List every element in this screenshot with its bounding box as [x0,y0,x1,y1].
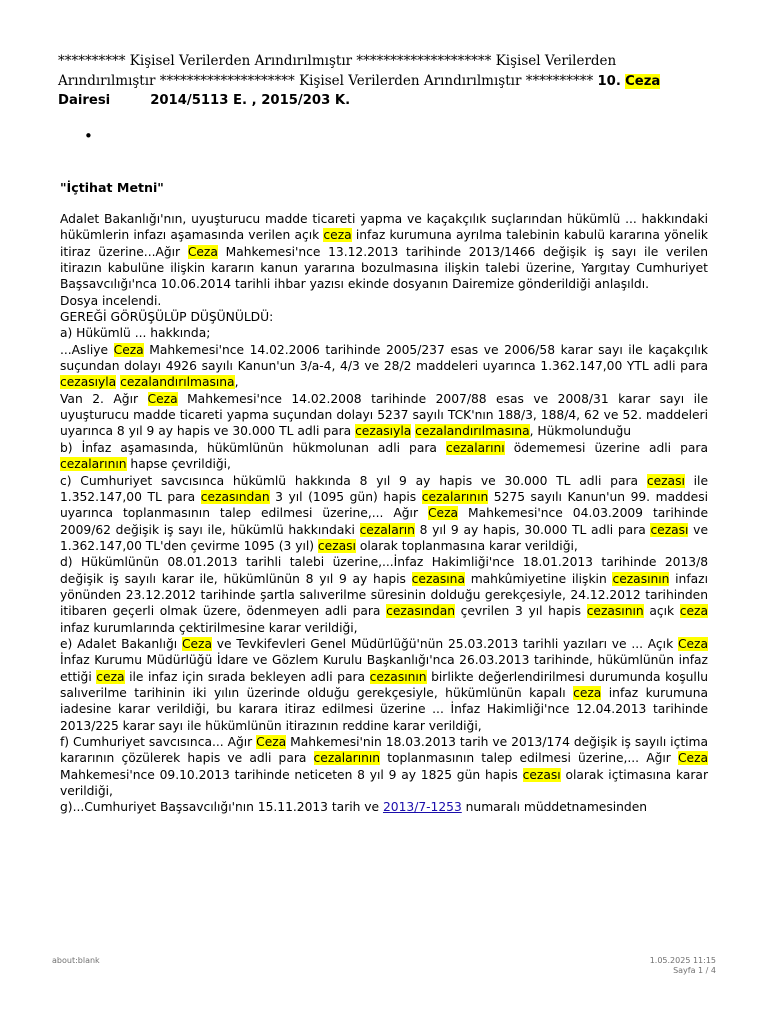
text-run: 8 yıl 9 ay hapis, 30.000 TL adli para [414,522,651,537]
paragraph-asliye-ceza [60,342,708,391]
paragraph-item-b [60,440,708,473]
footer-page-number: Sayfa 1 / 4 [673,966,716,975]
paragraph-deliberation [60,309,708,325]
paragraph-item-a [60,325,708,341]
footer-meta [650,956,716,976]
highlighted-term: cezasından [200,489,270,504]
highlighted-term: cezası [646,473,685,488]
text-run: 5275 sayılı Kanun'un 99. maddesi uyarınca toplanmasının talep edilmesi üzerine,... Ağır [60,489,708,521]
text-run: Dosya incelendi. [60,293,162,308]
text-run: ile 1.352.147,00 TL para [60,473,708,504]
text-run: b) İnfaz aşamasında, hükümlünün hükmolunan adli para [60,440,446,455]
text-run: , Hükmolunduğu [529,424,632,439]
text-run: ödememesi üzerine adli para [504,440,708,455]
text-run: Van 2. Ağır [60,391,148,406]
text-run: Mahkemesi'nce 04.03.2009 tarihinde 2009/62 değişik iş sayı ile, hükümlü hakkındaki [60,506,708,537]
text-run: Adalet Bakanlığı'nın, uyuşturucu madde ticareti yapma ve kaçakçılık suçlarından hükümlü ... hakkındaki hükümlerin infazı aşamasında verilen açık [60,212,708,243]
text-run: infazı yönünden 23.12.2012 tarihinde şartla salıverilme süresinin dolduğu gerekçesiyle, 24.12.2012 tarihinden itibaren geçerli olmak üzere, ödenmeyen adli para [60,571,708,619]
highlighted-term: Ceza [427,506,459,521]
text-run: Mahkemesi'nin 18.03.2013 tarih ve 2013/174 değişik iş sayılı içtima kararının çözülerek hapis ve adli para [60,735,708,766]
decision-number: 10. [597,73,621,89]
highlighted-term: cezalarının [313,751,381,766]
bullet-item: • [84,127,93,145]
document-header [58,52,714,111]
text-run: d) Hükümlünün 08.01.2013 tarihli talebi üzerine,...İnfaz Hakimliği'nce 18.01.2013 tarihinde 2013/8 değişik iş sayılı karar ile, hükümlünün 8 yıl 9 ay hapis [60,555,708,586]
text-run: Mahkemesi'nce 14.02.2006 tarihinde 2005/237 esas ve 2006/58 karar sayı ile kaçakçılık suçundan dolayı 4926 sayılı Kanun'un 3/a-4, 4/3 ve 28/2 maddeleri uyarınca 1.362.147,00 YTL adli para [60,342,708,374]
paragraph-item-g [60,799,708,815]
highlighted-term: ceza [679,604,708,619]
paragraph-file-examined [60,293,708,309]
text-run: infaz kurumuna ayrılma talebinin kabulü kararına yönelik itiraz üzerine...Ağır [60,228,709,259]
text-run: Mahkemesi'nce 09.10.2013 tarihinde neticeten 8 yıl 9 ay 1825 gün hapis [60,767,523,782]
highlighted-term: cezasının [369,669,427,684]
highlighted-term: Ceza [113,342,144,357]
footer-url: about:blank [52,956,100,965]
paragraph-intro [60,211,708,293]
paragraph-item-e [60,636,708,734]
highlighted-term: cezalarının [60,457,127,472]
paragraph-item-f [60,734,708,799]
highlighted-term: cezası [650,522,689,537]
highlighted-term: ceza [573,685,602,700]
decision-court-highlight: Ceza [625,73,661,89]
highlighted-term: Ceza [256,735,287,749]
case-reference-link[interactable]: 2013/7-1253 [382,800,462,815]
document-body [60,211,708,816]
text-run: ve Tevkifevleri Genel Müdürlüğü'nün 25.03.2013 tarihli yazıları ve ... Açık [212,636,678,651]
highlighted-term: cezalarını [445,440,505,455]
highlighted-term: Ceza [677,636,708,651]
text-run: a) Hükümlü ... hakkında; [60,326,211,341]
text-run: İnfaz Kurumu Müdürlüğü İdare ve Gözlem Kurulu Başkanlığı'nca 26.03.2013 tarihinde, hükümlünün infaz ettiği [60,653,708,684]
text-run: birlikte değerlendirilmesi durumunda koşullu salıverilme tarihinin iki yılın üzerinde olduğu gerekçesiyle, hükümlünün kapalı [60,669,708,700]
text-run: olarak toplanmasına karar verildiği, [355,538,578,553]
text-run: mahkûmiyetine ilişkin [464,571,613,586]
highlighted-term: cezası [317,538,356,553]
footer-datetime: 1.05.2025 11:15 [649,956,716,965]
text-run: Mahkemesi'nce 13.12.2013 tarihinde 2013/1466 değişik iş sayı ile verilen itirazın kabulüne ilişkin kararın kanun yararına bozulmasına ilişkin talebi üzerine, Yargıtay Cumhuriyet Başsavcılığı'nca 10.06.2014 tarihli ihbar yazısı ekinde dosyanın Dairemize gönderildiği anlaşıldı. [60,244,708,292]
highlighted-term: Ceza [147,391,178,406]
text-run: numaralı müddetnamesinden [461,800,648,815]
header-line1: ********** Kişisel Verilerden Arındırılmıştır ******************** Kişisel Verilerden [58,53,617,69]
highlighted-term: ceza [96,669,125,684]
text-run: ile infaz için sırada bekleyen adli para [124,669,370,684]
text-run: olarak içtimasına karar verildiği, [60,767,708,799]
document-title: "İçtihat Metni" [60,180,164,195]
highlighted-term: Ceza [187,244,218,259]
highlighted-term: cezaların [359,522,415,537]
text-run: hapse çevrildiği, [126,457,231,472]
text-run: infaz kurumlarında çektirilmesine karar verildiği, [60,620,358,635]
text-run: e) Adalet Bakanlığı [60,636,182,651]
text-run: c) Cumhuriyet savcısınca hükümlü hakkında 8 yıl 9 ay hapis ve 30.000 TL adli para [60,473,647,488]
highlighted-term: cezasından [386,604,455,619]
paragraph-item-c [60,473,708,555]
text-run: açık [643,604,680,619]
highlighted-term: cezasının [612,571,670,586]
decision-court-chamber: Dairesi [58,93,111,108]
highlighted-term: cezalandırılmasına [120,375,235,390]
text-run: GEREĞİ GÖRÜŞÜLÜP DÜŞÜNÜLDÜ: [60,310,274,325]
text-run: Mahkemesi'nce 14.02.2008 tarihinde 2007/88 esas ve 2008/31 karar sayı ile uyuşturucu madde ticareti yapma suçundan dolayı 5237 sayılı TCK'nın 188/3, 188/4, 62 ve 52. maddeleri uyarınca 8 yıl 9 ay hapis ve 30.000 TL adli para [60,391,708,439]
decision-case-number: 2014/5113 E. , 2015/203 K. [150,93,351,108]
highlighted-term: cezasına [411,571,465,586]
text-run: f) Cumhuriyet savcısınca... Ağır [60,735,257,749]
highlighted-term: Ceza [677,751,709,766]
highlighted-term: ceza [323,228,352,243]
text-run: çevrilen 3 yıl hapis [454,604,587,619]
highlighted-term: cezasıyla [355,424,412,439]
text-run: 3 yıl (1095 gün) hapis [269,489,422,504]
text-run: ve 1.362.147,00 TL'den çevirme 1095 (3 yıl) [60,522,708,553]
text-run: , [234,375,239,390]
highlighted-term: cezasıyla [60,375,117,390]
highlighted-term: cezasının [586,604,644,619]
highlighted-term: cezası [522,767,561,782]
paragraph-van-agir-ceza [60,391,708,440]
highlighted-term: cezalarının [421,489,489,504]
text-run: infaz kurumuna iadesine karar verildiği, bu karara itiraz edilmesi üzerine ... İnfaz Hakimliği'nce 12.04.2013 tarihinde 2013/225 karar sayı ile hükümlünün itirazının reddine karar verildiği, [60,685,708,733]
text-run: ...Asliye [60,342,114,357]
paragraph-item-d [60,554,708,636]
highlighted-term: Ceza [181,636,212,651]
highlighted-term: cezalandırılmasına [415,424,530,439]
text-run: g)...Cumhuriyet Başsavcılığı'nın 15.11.2013 tarih ve [60,800,383,815]
text-run: toplanmasının talep edilmesi üzerine,... Ağır [380,751,678,766]
header-line2: Arındırılmıştır ******************** Kişisel Verilerden Arındırılmıştır ********** [58,72,598,89]
bullet-list [84,126,93,146]
